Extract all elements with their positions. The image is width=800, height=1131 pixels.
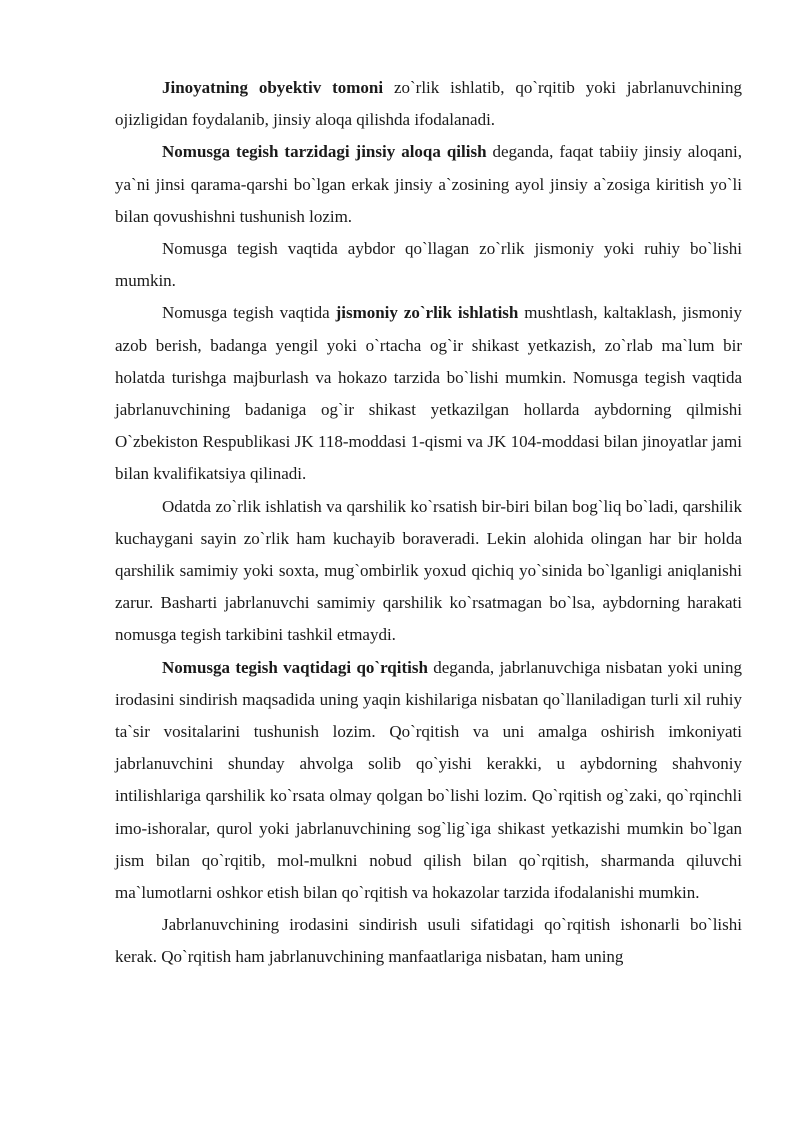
paragraph-text: Jabrlanuvchining irodasini sindirish usuli sifatidagi qo`rqitish ishonarli bo`lishi kerak. Qo`rqitish ham jabrlanuvchining manfaatlariga nisbatan, ham uning (115, 915, 742, 967)
paragraph-text-lead: Nomusga tegish vaqtida (162, 303, 336, 323)
paragraph-definition (115, 136, 742, 233)
bold-term: Jinoyatning obyektiv tomoni (162, 78, 384, 97)
paragraph-resistance (115, 491, 742, 652)
paragraph-text: deganda, jabrlanuvchiga nisbatan yoki uning irodasini sindirish maqsadida uning yaqin kishilariga nisbatan qo`llaniladigan turli xil ruhiy ta`sir vositalarini tushunish lozim. Qo`rqitish va uni amalga oshirish imkoniyati jabrlanuvchini shunday ahvolga solib qo`yishi kerakki, u aybdorning shahvoniy intilishlariga qarshilik ko`rsata olmay qolgan bo`lishi lozim. Qo`rqitish og`zaki, qo`rqinchli imo-ishoralar, qurol yoki jabrlanuvchining sog`lig`iga shikast yetkazishi mumkin bo`lgan jism bilan qo`rqitib, mol-mulkni nobud qilish bilan qo`rqitish, sharmanda qiluvchi ma`lumotlarni oshkor etish bilan qo`rqitish va hokazolar tarzida ifodalanishi mumkin. (115, 657, 743, 903)
paragraph-text: Odatda zo`rlik ishlatish va qarshilik ko`rsatish bir-biri bilan bog`liq bo`ladi, qarshilik kuchaygani sayin zo`rlik ham kuchayib boraveradi. Lekin alohida olingan har bir holda qarshilik samimiy yoki soxta, mug`ombirlik yoxud qichiq yo`sinida bo`lganligi aniqlanishi zarur. Basharti jabrlanuvchi samimiy qarshilik ko`rsatmagan bo`lsa, aybdorning harakati nomusga tegish tarkibini tashkil etmaydi. (115, 496, 742, 645)
paragraph-text: zo`rlik ishlatib, qo`rqitib yoki jabrlanuvchining ojizligidan foydalanib, jinsiy aloqa qilishda ifodalanadi. (115, 78, 742, 130)
paragraph-text: Nomusga tegish vaqtida aybdor qo`llagan zo`rlik jismoniy yoki ruhiy bo`lishi mumkin. (115, 239, 742, 291)
bold-term: jismoniy zo`rlik ishlatish (335, 303, 519, 323)
bold-term: Nomusga tegish vaqtidagi qo`rqitish (162, 657, 428, 677)
bold-term: Nomusga tegish tarzidagi jinsiy aloqa qilish (162, 142, 487, 162)
paragraph-text: mushtlash, kaltaklash, jismoniy azob berish, badanga yengil yoki o`rtacha og`ir shikast yetkazish, zo`rlab ma`lum bir holatda turishga majburlash va hokazo tarzida bo`lishi mumkin. Nomusga tegish vaqtida jabrlanuvchining badaniga og`ir shikast yetkazilgan hollarda aybdorning qilmishi O`zbekiston Respublikasi JK 118-moddasi 1-qismi va JK 104-moddasi bilan jinoyatlar jami bilan kvalifikatsiya qilinadi. (115, 303, 742, 484)
document-page (115, 72, 742, 974)
paragraph-objective-side (115, 72, 742, 136)
paragraph-physical-violence (115, 297, 742, 490)
paragraph-text: deganda, faqat tabiiy jinsiy aloqani, ya`ni jinsi qarama-qarshi bo`lgan erkak jinsiy a`zosining ayol jinsiy a`zosiga kiritish yo`li bilan qovushishni tushunish lozim. (115, 142, 742, 226)
paragraph-violence-types (115, 233, 742, 297)
paragraph-threat (115, 652, 742, 910)
paragraph-threat-credibility (115, 909, 742, 973)
